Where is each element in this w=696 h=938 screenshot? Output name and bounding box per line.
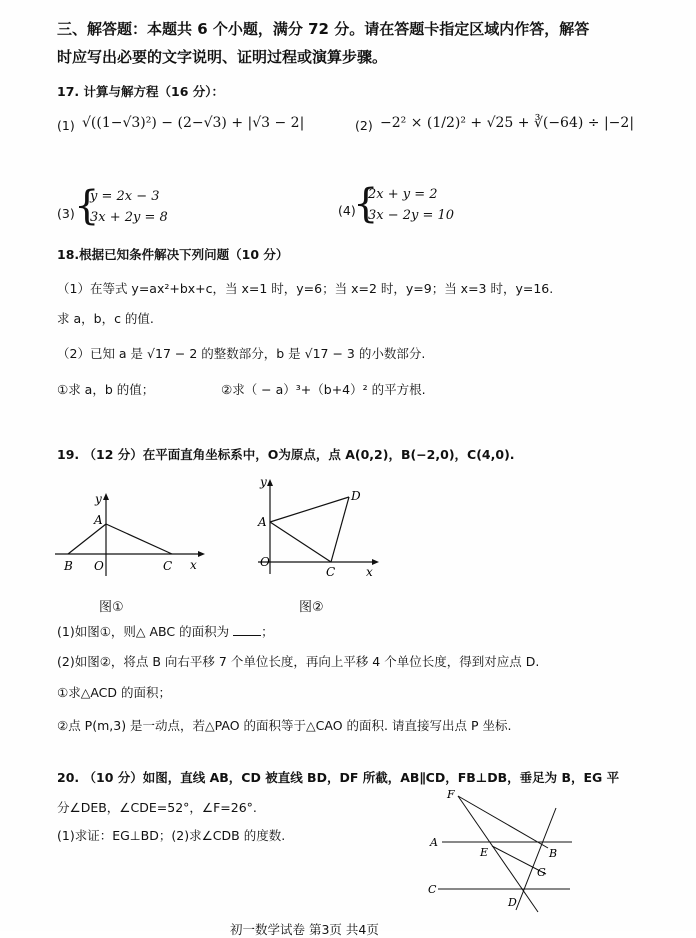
q17-p2-label: (2) [355, 118, 373, 133]
q20-label-e: E [480, 846, 489, 859]
q20-label-b: B [549, 847, 558, 860]
fig2-label-c: C [326, 565, 336, 578]
q18-p2-sub1: ①求 a，b 的值； [57, 382, 155, 397]
fig1-label-b: B [64, 559, 73, 573]
q17-p3-eq1: y = 2x − 3 [90, 189, 160, 204]
fig2-label-a: A [258, 515, 267, 529]
q20-line3: (1)求证：EG⊥BD；(2)求∠CDB 的度数. [57, 828, 286, 843]
q18-p1-line2: 求 a，b，c 的值. [57, 311, 154, 326]
fig1-label-y: y [95, 492, 102, 506]
q18-p1-line1: （1）在等式 y=ax²+bx+c，当 x=1 时，y=6；当 x=2 时，y=9；当 x=3 时，y=16. [57, 281, 554, 296]
q17-p3-label: (3) [57, 206, 75, 221]
fig2-label-y: y [260, 475, 267, 489]
q18-p2-line1: （2）已知 a 是 √17 − 2 的整数部分，b 是 √17 − 3 的小数部分. [57, 346, 426, 361]
q20-label-c: C [428, 883, 437, 896]
section-heading-line2: 时应写出必要的文字说明、证明过程或演算步骤。 [57, 48, 388, 66]
section-heading: 三、解答题：本题共 6 个小题，满分 72 分。请在答题卡指定区域内作答，解答 [57, 20, 590, 38]
q17-p3-brace: { [74, 183, 100, 229]
q18-p2-sub2: ②求（ − a）³+（b+4）² 的平方根. [221, 382, 426, 397]
q19-p1-blank [233, 623, 261, 636]
q19-p1 [57, 622, 274, 640]
q18-title: 18.根据已知条件解决下列问题（10 分） [57, 247, 289, 262]
q17-p4-brace: { [353, 181, 379, 227]
fig1-label-a: A [94, 513, 103, 527]
q20-title: 20. （10 分）如图，直线 AB，CD 被直线 BD，DF 所截，AB∥CD，FB⊥DB，垂足为 B，EG 平 [57, 770, 620, 785]
q19-figure-2 [254, 474, 384, 578]
fig2-caption: 图② [299, 600, 324, 615]
q20-label-f: F [447, 788, 455, 801]
q17-p3-eq2: 3x + 2y = 8 [90, 210, 168, 225]
q20-label-d: D [508, 896, 517, 909]
q19-p2-sub2: ②点 P(m,3) 是一动点，若△PAO 的面积等于△CAO 的面积. 请直接写出点 P 坐标. [57, 718, 512, 733]
fig1-label-o: O [94, 559, 104, 573]
q20-figure [420, 786, 580, 916]
q20-label-g: G [537, 866, 546, 879]
fig1-label-x: x [190, 558, 197, 572]
q17-p4-label: (4) [338, 203, 356, 218]
fig2-label-o: O [260, 555, 270, 569]
q19-p2-sub1: ①求△ACD 的面积； [57, 685, 171, 700]
q17-p1-label: (1) [57, 118, 75, 133]
q17-p4-eq2: 3x − 2y = 10 [368, 208, 455, 223]
q17-p1-expr: √((1−√3)²) − (2−√3) + |√3 − 2| [82, 115, 305, 131]
q19-p1-text: (1)如图①，则△ ABC 的面积为 [57, 624, 230, 639]
fig1-label-c: C [163, 559, 173, 573]
fig1-caption: 图① [99, 600, 124, 615]
q19-title: 19. （12 分）在平面直角坐标系中，O为原点，点 A(0,2)，B(−2,0)，C(4,0). [57, 447, 515, 462]
q19-figure-1 [50, 488, 210, 578]
q20-line2: 分∠DEB，∠CDE=52°，∠F=26°. [57, 800, 257, 815]
q17-p4-eq1: 2x + y = 2 [368, 187, 438, 202]
q19-p1-end: ； [261, 624, 274, 639]
q17-p2-expr: −2² × (1/2)² + √25 + ∛(−64) ÷ |−2| [380, 115, 635, 131]
fig2-label-d: D [351, 489, 361, 503]
q17-title: 17. 计算与解方程（16 分）： [57, 84, 224, 99]
q19-p2: (2)如图②，将点 B 向右平移 7 个单位长度，再向上平移 4 个单位长度，得到对应点 D. [57, 654, 540, 669]
page-footer: 初一数学试卷 第3页 共4页 [230, 922, 379, 937]
fig2-label-x: x [366, 565, 373, 578]
q20-label-a: A [430, 836, 438, 849]
